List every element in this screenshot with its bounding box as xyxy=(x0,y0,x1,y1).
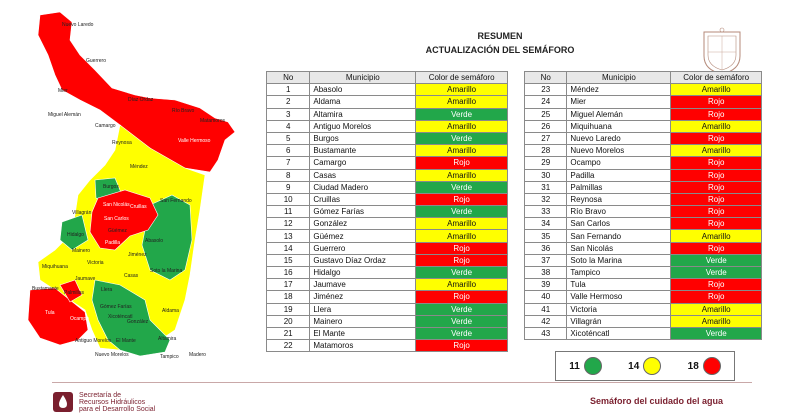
map-label: Abasolo xyxy=(145,238,164,244)
table-row xyxy=(267,84,508,96)
cell-municipio: San Nicolás xyxy=(567,242,671,254)
table-row xyxy=(525,96,762,108)
map-label: Aldama xyxy=(162,308,179,314)
table-row xyxy=(267,254,508,266)
cell-municipio: San Fernando xyxy=(567,230,671,242)
table-row xyxy=(267,230,508,242)
cell-municipio: Gustavo Díaz Ordaz xyxy=(310,254,416,266)
table-row xyxy=(267,206,508,218)
table-row xyxy=(267,169,508,181)
cell-color: Amarillo xyxy=(671,120,762,132)
cell-no: 40 xyxy=(525,291,567,303)
cell-color: Amarillo xyxy=(416,218,508,230)
map-label: Camargo xyxy=(95,123,116,129)
header-color: Color de semáforo xyxy=(416,72,508,84)
table-row xyxy=(267,193,508,205)
cell-municipio: Reynosa xyxy=(567,193,671,205)
table-row xyxy=(267,157,508,169)
cell-no: 2 xyxy=(267,96,310,108)
cell-municipio: Gómez Farías xyxy=(310,206,416,218)
tamaulipas-map xyxy=(0,0,250,380)
map-label: Guerrero xyxy=(86,58,107,64)
table-row xyxy=(267,108,508,120)
map-label: Valle Hermoso xyxy=(178,138,211,144)
cell-color: Rojo xyxy=(671,206,762,218)
map-label: Tula xyxy=(45,310,55,316)
cell-no: 27 xyxy=(525,132,567,144)
map-label: Jaumave xyxy=(75,276,96,282)
semaforo-table-right xyxy=(524,71,762,340)
cell-municipio: Casas xyxy=(310,169,416,181)
map-label: Miguel Alemán xyxy=(48,112,81,118)
cell-no: 32 xyxy=(525,193,567,205)
cell-municipio: Güémez xyxy=(310,230,416,242)
map-label: Río Bravo xyxy=(172,108,195,114)
cell-color: Rojo xyxy=(416,291,508,303)
cell-municipio: Villagrán xyxy=(567,315,671,327)
cell-municipio: Valle Hermoso xyxy=(567,291,671,303)
map-label: Llera xyxy=(101,287,113,293)
map-label: Palmillas xyxy=(64,290,85,296)
cell-no: 30 xyxy=(525,169,567,181)
footer-divider xyxy=(52,382,752,383)
state-seal-icon xyxy=(700,26,744,76)
map-label: Villagrán xyxy=(72,210,92,216)
cell-municipio: Mainero xyxy=(310,315,416,327)
legend-verde xyxy=(569,357,602,375)
map-label: Soto la Marina xyxy=(150,268,183,274)
table-row xyxy=(525,132,762,144)
cell-municipio: Mier xyxy=(567,96,671,108)
cell-no: 5 xyxy=(267,132,310,144)
map-label: Nuevo Laredo xyxy=(62,22,94,28)
map-label: Antiguo Morelos xyxy=(75,338,112,344)
cell-municipio: Aldama xyxy=(310,96,416,108)
cell-no: 20 xyxy=(267,315,310,327)
cell-color: Amarillo xyxy=(416,169,508,181)
table-row xyxy=(525,230,762,242)
cell-color: Verde xyxy=(416,267,508,279)
cell-municipio: Guerrero xyxy=(310,242,416,254)
cell-municipio: Tampico xyxy=(567,267,671,279)
table-body-right xyxy=(525,84,762,340)
cell-no: 10 xyxy=(267,193,310,205)
cell-municipio: Nuevo Laredo xyxy=(567,132,671,144)
table-row xyxy=(267,145,508,157)
table-row xyxy=(267,327,508,339)
cell-no: 8 xyxy=(267,169,310,181)
cell-municipio: Ciudad Madero xyxy=(310,181,416,193)
footer-campaign-text: Semáforo del cuidado del agua xyxy=(590,396,724,406)
cell-no: 35 xyxy=(525,230,567,242)
cell-municipio: Antiguo Morelos xyxy=(310,120,416,132)
map-label: Matamoros xyxy=(200,118,226,124)
table-row xyxy=(267,303,508,315)
map-label: Nuevo Morelos xyxy=(95,352,129,358)
cell-color: Amarillo xyxy=(416,84,508,96)
table-row xyxy=(525,169,762,181)
cell-no: 14 xyxy=(267,242,310,254)
cell-no: 22 xyxy=(267,340,310,352)
cell-color: Amarillo xyxy=(671,303,762,315)
cell-color: Amarillo xyxy=(416,120,508,132)
cell-no: 11 xyxy=(267,206,310,218)
footer-org-line1: Secretaría de xyxy=(79,391,122,399)
header-no: No xyxy=(267,72,310,84)
table-row xyxy=(525,193,762,205)
table-row xyxy=(525,254,762,266)
cell-no: 23 xyxy=(525,84,567,96)
cell-no: 33 xyxy=(525,206,567,218)
cell-color: Rojo xyxy=(671,193,762,205)
header-color: Color de semáforo xyxy=(671,72,762,84)
cell-color: Verde xyxy=(416,327,508,339)
cell-color: Verde xyxy=(671,327,762,339)
page-title xyxy=(400,29,600,57)
water-drop-logo-icon xyxy=(52,391,74,413)
cell-color: Amarillo xyxy=(416,96,508,108)
cell-municipio: Jaumave xyxy=(310,279,416,291)
cell-no: 18 xyxy=(267,291,310,303)
map-label: Mainero xyxy=(72,248,91,254)
cell-municipio: Miguel Alemán xyxy=(567,108,671,120)
footer-org-line2: Recursos Hidráulicos xyxy=(79,398,146,406)
cell-municipio: Padilla xyxy=(567,169,671,181)
cell-no: 1 xyxy=(267,84,310,96)
cell-no: 34 xyxy=(525,218,567,230)
cell-no: 17 xyxy=(267,279,310,291)
map-label: Bustamante xyxy=(32,286,59,292)
cell-no: 31 xyxy=(525,181,567,193)
cell-municipio: Nuevo Morelos xyxy=(567,145,671,157)
table-row xyxy=(525,267,762,279)
header-municipio: Municipio xyxy=(310,72,416,84)
cell-municipio: Palmillas xyxy=(567,181,671,193)
cell-color: Verde xyxy=(416,315,508,327)
cell-color: Rojo xyxy=(671,96,762,108)
footer-org-line3: para el Desarrollo Social xyxy=(79,405,156,413)
table-row xyxy=(525,303,762,315)
cell-municipio: Cruillas xyxy=(310,193,416,205)
cell-no: 39 xyxy=(525,279,567,291)
table-row xyxy=(525,206,762,218)
cell-color: Rojo xyxy=(671,291,762,303)
table-row xyxy=(267,315,508,327)
cell-municipio: Soto la Marina xyxy=(567,254,671,266)
table-row xyxy=(267,242,508,254)
cell-color: Verde xyxy=(416,108,508,120)
cell-no: 38 xyxy=(525,267,567,279)
cell-municipio: El Mante xyxy=(310,327,416,339)
cell-no: 24 xyxy=(525,96,567,108)
legend-rojo xyxy=(688,357,721,375)
table-row xyxy=(267,132,508,144)
cell-no: 37 xyxy=(525,254,567,266)
table-body-left xyxy=(267,84,508,352)
cell-no: 15 xyxy=(267,254,310,266)
map-label: Miquihuana xyxy=(42,264,68,270)
cell-municipio: Burgos xyxy=(310,132,416,144)
table-row xyxy=(525,157,762,169)
table-row xyxy=(525,315,762,327)
map-label: San Nicolás xyxy=(103,202,130,208)
green-circle-icon xyxy=(584,357,602,375)
cell-municipio: Matamoros xyxy=(310,340,416,352)
cell-municipio: Miquihuana xyxy=(567,120,671,132)
map-label: Mier xyxy=(58,88,68,94)
cell-no: 19 xyxy=(267,303,310,315)
legend-count-rojo: 18 xyxy=(687,360,699,372)
cell-municipio: Victoria xyxy=(567,303,671,315)
semaforo-table-left xyxy=(266,71,508,352)
cell-color: Rojo xyxy=(671,181,762,193)
footer-org-name xyxy=(79,392,155,413)
map-label: Méndez xyxy=(130,164,148,170)
header-no: No xyxy=(525,72,567,84)
yellow-circle-icon xyxy=(643,357,661,375)
cell-color: Rojo xyxy=(416,340,508,352)
table-row xyxy=(525,327,762,339)
map-label: Burgos xyxy=(103,184,119,190)
table-row xyxy=(267,279,508,291)
cell-color: Verde xyxy=(416,206,508,218)
cell-municipio: San Carlos xyxy=(567,218,671,230)
cell-color: Verde xyxy=(671,254,762,266)
header-municipio: Municipio xyxy=(567,72,671,84)
cell-color: Rojo xyxy=(671,169,762,181)
table-row xyxy=(525,84,762,96)
cell-no: 28 xyxy=(525,145,567,157)
map-label: Hidalgo xyxy=(67,232,84,238)
cell-no: 42 xyxy=(525,315,567,327)
table-row xyxy=(267,181,508,193)
cell-color: Rojo xyxy=(671,132,762,144)
cell-no: 9 xyxy=(267,181,310,193)
cell-no: 16 xyxy=(267,267,310,279)
cell-municipio: Abasolo xyxy=(310,84,416,96)
cell-color: Amarillo xyxy=(416,230,508,242)
map-label: Ocampo xyxy=(70,316,89,322)
cell-color: Verde xyxy=(416,303,508,315)
cell-municipio: Xicoténcatl xyxy=(567,327,671,339)
cell-no: 13 xyxy=(267,230,310,242)
map-svg xyxy=(0,0,250,380)
map-label: Padilla xyxy=(105,240,121,246)
legend-count-amarillo: 14 xyxy=(628,360,640,372)
cell-color: Rojo xyxy=(416,157,508,169)
red-circle-icon xyxy=(703,357,721,375)
cell-no: 26 xyxy=(525,120,567,132)
table-row xyxy=(525,291,762,303)
map-label: Güémez xyxy=(108,228,127,234)
table-row xyxy=(267,267,508,279)
cell-color: Amarillo xyxy=(416,145,508,157)
map-label: Altamira xyxy=(158,336,177,342)
map-label: Reynosa xyxy=(112,140,132,146)
map-label: Tampico xyxy=(160,354,179,360)
cell-color: Amarillo xyxy=(671,145,762,157)
cell-no: 12 xyxy=(267,218,310,230)
cell-no: 43 xyxy=(525,327,567,339)
cell-municipio: Ocampo xyxy=(567,157,671,169)
title-actualizacion: ACTUALIZACIÓN DEL SEMÁFORO xyxy=(425,45,575,55)
cell-no: 25 xyxy=(525,108,567,120)
map-label: Jiménez xyxy=(128,252,147,258)
cell-municipio: Altamira xyxy=(310,108,416,120)
map-label: Cruillas xyxy=(130,204,147,210)
map-label: Díaz Ordaz xyxy=(128,97,154,103)
cell-municipio: Jiménez xyxy=(310,291,416,303)
table-row xyxy=(525,108,762,120)
table-row xyxy=(525,120,762,132)
map-label: Casas xyxy=(124,273,139,279)
cell-no: 6 xyxy=(267,145,310,157)
legend-count-verde: 11 xyxy=(569,360,580,372)
table-row xyxy=(525,218,762,230)
cell-color: Verde xyxy=(416,132,508,144)
cell-municipio: González xyxy=(310,218,416,230)
title-resumen: RESUMEN xyxy=(477,31,523,41)
cell-municipio: Llera xyxy=(310,303,416,315)
cell-color: Rojo xyxy=(671,279,762,291)
map-label: González xyxy=(127,319,149,325)
table-row xyxy=(267,340,508,352)
cell-municipio: Río Bravo xyxy=(567,206,671,218)
cell-color: Rojo xyxy=(671,108,762,120)
table-row xyxy=(525,145,762,157)
table-row xyxy=(525,181,762,193)
map-label: Gómez Farías xyxy=(100,304,132,310)
cell-color: Amarillo xyxy=(416,279,508,291)
table-row xyxy=(525,242,762,254)
cell-color: Amarillo xyxy=(671,230,762,242)
cell-color: Rojo xyxy=(671,157,762,169)
cell-no: 41 xyxy=(525,303,567,315)
cell-color: Amarillo xyxy=(671,315,762,327)
cell-color: Verde xyxy=(416,181,508,193)
cell-color: Rojo xyxy=(416,193,508,205)
map-label: Victoria xyxy=(87,260,104,266)
table-row xyxy=(267,96,508,108)
table-row xyxy=(525,279,762,291)
map-label: Madero xyxy=(189,352,206,358)
cell-no: 4 xyxy=(267,120,310,132)
cell-no: 36 xyxy=(525,242,567,254)
legend-amarillo xyxy=(628,357,661,375)
map-label: Xicoténcatl xyxy=(108,314,133,320)
cell-color: Rojo xyxy=(671,218,762,230)
cell-color: Rojo xyxy=(671,242,762,254)
table-row xyxy=(267,120,508,132)
cell-color: Amarillo xyxy=(671,84,762,96)
cell-municipio: Tula xyxy=(567,279,671,291)
cell-municipio: Camargo xyxy=(310,157,416,169)
cell-no: 21 xyxy=(267,327,310,339)
cell-municipio: Hidalgo xyxy=(310,267,416,279)
cell-color: Rojo xyxy=(416,242,508,254)
table-row xyxy=(267,218,508,230)
cell-color: Rojo xyxy=(416,254,508,266)
map-label: San Fernando xyxy=(160,198,192,204)
cell-color: Verde xyxy=(671,267,762,279)
cell-municipio: Bustamante xyxy=(310,145,416,157)
table-row xyxy=(267,291,508,303)
footer-logo xyxy=(52,391,155,413)
cell-no: 3 xyxy=(267,108,310,120)
map-label: El Mante xyxy=(116,338,136,344)
cell-no: 29 xyxy=(525,157,567,169)
cell-municipio: Méndez xyxy=(567,84,671,96)
map-label: San Carlos xyxy=(104,216,129,222)
cell-no: 7 xyxy=(267,157,310,169)
semaforo-legend xyxy=(555,351,735,381)
